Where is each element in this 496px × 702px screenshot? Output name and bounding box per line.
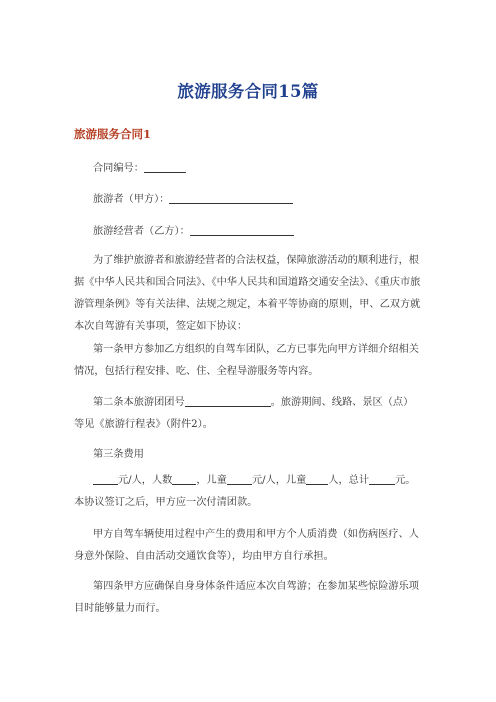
blank-line: [185, 394, 271, 407]
paragraph-article-1: 第一条甲方参加乙方组织的自驾车团队，乙方已事先向甲方详细介绍相关情况，包括行程安排、吃、住、全程导游服务等内容。: [74, 344, 419, 377]
article-2-text-cont: 。旅游期间、线路、景区（点）等见《旅游行程表》（附件2）。: [74, 397, 414, 430]
blank-line: [190, 223, 294, 236]
blank-line: [172, 472, 196, 485]
section-heading: 旅游服务合同1: [74, 127, 152, 141]
paragraph-article-4: 第四条甲方应确保自身身体条件适应本次自驾游；在参加某些惊险游乐项目时能够量力而行。: [74, 581, 419, 614]
fee-text: 元。本协议签订之后，甲方应一次付清团款。: [74, 475, 416, 508]
fee-text: 元/人，儿童: [251, 475, 307, 486]
paragraph-article-3: 第三条费用: [93, 449, 144, 460]
fee-text: ，儿童: [196, 475, 227, 486]
blank-line: [144, 160, 186, 173]
paragraph-intro: 为了维护旅游者和旅游经营者的合法权益，保障旅游活动的顺利进行，根据《中华人民共和国合同法》、《中华人民共和国道路交通安全法》、《重庆市旅游管理条例》等有关法律、法规之规定，本着平等协商的原则，甲、乙双方就本次自驾游有关事项，签定如下协议：: [74, 255, 421, 332]
blank-line: [227, 472, 252, 485]
document-title: 旅游服务合同15篇: [177, 82, 319, 101]
field-label: 旅游经营者（乙方）：: [93, 226, 190, 237]
field-contract-no: [74, 158, 186, 180]
paragraph-article-3-b: 甲方自驾车辆使用过程中产生的费用和甲方个人质消费（如伤病医疗、人身意外保险、自由活动交通饮食等），均由甲方自行承担。: [74, 529, 419, 562]
blank-line: [169, 191, 293, 204]
blank-line: [369, 472, 395, 485]
article-2-text: 第二条本旅游团团号: [93, 397, 185, 408]
paragraph-fees: [74, 470, 422, 514]
blank-line: [93, 472, 118, 485]
field-party-b: [74, 221, 294, 243]
field-label: 旅游者（甲方）：: [93, 194, 170, 205]
paragraph-article-2: [74, 392, 422, 436]
fee-text: 元/人，人数: [118, 475, 173, 486]
fee-text: 人，总计: [328, 475, 370, 486]
field-party-a: [74, 189, 293, 211]
field-label: 合同编号：: [93, 163, 144, 174]
blank-line: [306, 472, 328, 485]
